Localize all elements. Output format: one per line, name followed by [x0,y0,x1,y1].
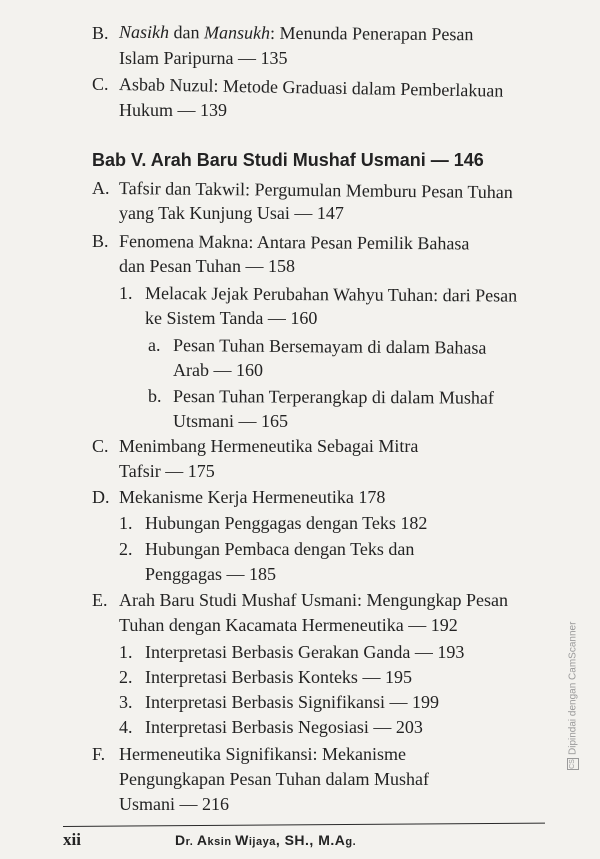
toc-entry-continuation: Islam Paripurna — 135 [119,48,288,68]
toc-entry: Interpretasi Berbasis Konteks — 195 [145,667,412,687]
toc-entry: Pesan Tuhan Terperangkap di dalam Mushaf [172,386,494,408]
toc-entry: Tafsir dan Takwil: Pergumulan Memburu Pesan Tuhan [118,178,513,203]
toc-entry: Interpretasi Berbasis Signifikansi — 199 [145,692,439,712]
entry-marker: 1. [119,283,133,303]
entry-marker: E. [92,590,108,610]
author-name: Dr. Aksin Wijaya, SH., M.Ag. [175,832,357,848]
toc-entry-continuation: Tafsir — 175 [119,461,215,481]
entry-marker: 3. [119,692,133,712]
toc-entry: Hubungan Penggagas dengan Teks 182 [145,513,428,533]
entry-marker: 1. [119,513,133,533]
toc-entry: Fenomena Makna: Antara Pesan Pemilik Bahasa [118,231,470,254]
toc-entry: Pesan Tuhan Bersemayam di dalam Bahasa [172,335,487,358]
scanner-watermark: CSDipindai dengan CamScanner [567,621,579,769]
toc-entry: Nasikh dan Mansukh: Menunda Penerapan Pesan [118,21,474,45]
italic-term: Nasikh [118,21,170,43]
toc-entry: Hermeneutika Signifikansi: Mekanisme [119,744,406,764]
entry-marker: B. [92,231,109,251]
italic-term: Mansukh [203,22,271,43]
entry-marker: F. [92,744,106,764]
toc-entry: Melacak Jejak Perubahan Wahyu Tuhan: dari Pesan [144,283,518,306]
toc-entry-continuation: Usmani — 216 [119,794,229,814]
toc-entry-continuation: Utsmani — 165 [173,411,288,431]
toc-entry: Interpretasi Berbasis Gerakan Ganda — 193 [145,642,465,662]
toc-entry: Menimbang Hermeneutika Sebagai Mitra [119,436,419,456]
footer-rule [63,823,545,827]
entry-marker: C. [92,436,109,456]
toc-entry: Hubungan Pembaca dengan Teks dan [145,539,415,559]
toc-entry-continuation: yang Tak Kunjung Usai — 147 [119,203,344,223]
camscanner-icon: CS [567,758,579,770]
entry-marker: 2. [119,667,133,687]
entry-marker: B. [92,23,109,43]
entry-marker: A. [92,178,110,198]
toc-entry-continuation: Pengungkapan Pesan Tuhan dalam Mushaf [119,769,429,789]
toc-entry-continuation: dan Pesan Tuhan — 158 [119,256,296,276]
toc-entry: Asbab Nuzul: Metode Graduasi dalam Pemberlakuan [118,74,504,101]
entry-marker: 4. [119,717,133,737]
chapter-heading: Bab V. Arah Baru Studi Mushaf Usmani — 146 [92,150,484,170]
toc-entry-continuation: Penggagas — 185 [145,564,276,584]
entry-marker: a. [148,335,161,355]
entry-marker: C. [92,74,109,94]
toc-entry: Arah Baru Studi Mushaf Usmani: Mengungkap Pesan [119,590,508,610]
toc-entry-continuation: ke Sistem Tanda — 160 [145,308,318,328]
entry-marker: b. [148,386,162,406]
toc-entry-continuation: Arab — 160 [173,360,263,380]
page-number: xii [63,830,81,849]
toc-entry: Mekanisme Kerja Hermeneutika 178 [119,487,386,507]
toc-entry: Interpretasi Berbasis Negosiasi — 203 [145,717,423,737]
entry-marker: 1. [119,642,133,662]
toc-entry-continuation: Tuhan dengan Kacamata Hermeneutika — 192 [119,615,458,635]
entry-marker: D. [92,487,110,507]
entry-marker: 2. [119,539,133,559]
toc-entry-continuation: Hukum — 139 [119,100,227,120]
